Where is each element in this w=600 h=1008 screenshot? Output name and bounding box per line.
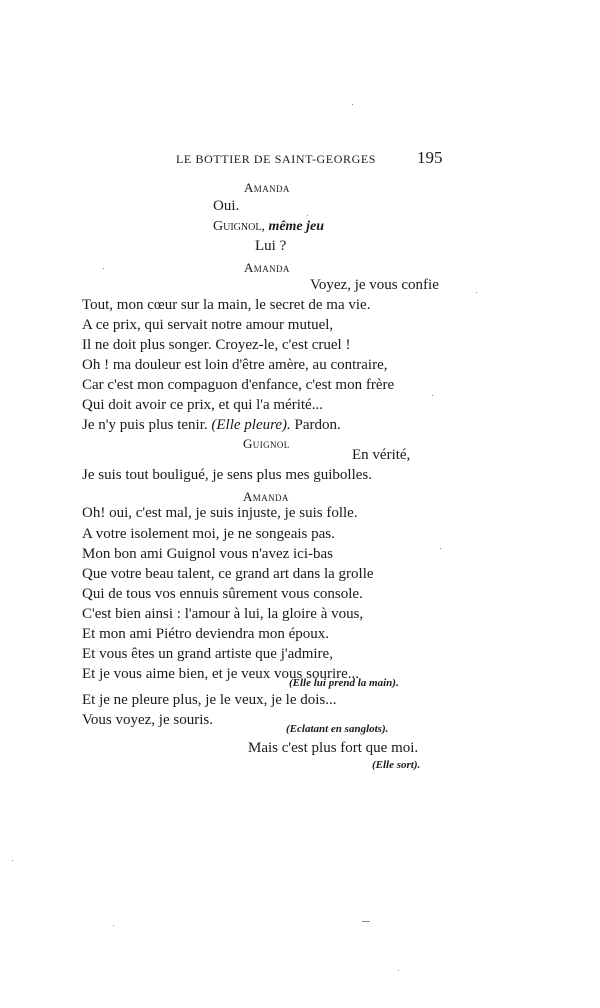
verse-text: Je n'y puis plus tenir.	[82, 417, 208, 433]
verse-line: Et mon ami Piétro deviendra mon époux.	[82, 626, 330, 642]
verse-line: Oui.	[213, 198, 240, 214]
verse-line: Lui ?	[255, 238, 287, 254]
page-number: 195	[417, 148, 443, 167]
verse-line: Oh! oui, c'est mal, je suis injuste, je suis folle.	[82, 505, 358, 521]
verse-line: En vérité,	[352, 447, 411, 463]
verse-line: Il ne doit plus songer. Croyez-le, c'est cruel !	[82, 337, 351, 353]
running-title: LE BOTTIER DE SAINT-GEORGES	[176, 152, 377, 166]
stage-direction: (Elle sort).	[372, 759, 421, 771]
verse-line: Voyez, je vous confie	[310, 277, 439, 293]
verse-line: Que votre beau talent, ce grand art dans la grolle	[82, 566, 374, 582]
verse-line: Je suis tout bouligué, je sens plus mes guibolles.	[82, 467, 372, 483]
stage-direction: (Elle lui prend la main).	[289, 677, 399, 689]
speaker-name: Guignol,	[213, 219, 265, 234]
stage-direction: même jeu	[268, 219, 325, 234]
stage-direction: (Elle pleure).	[211, 417, 291, 433]
speaker-guignol	[213, 219, 324, 235]
scan-speck	[307, 215, 308, 216]
verse-line: Mais c'est plus fort que moi.	[248, 740, 419, 756]
verse-line: Et vous êtes un grand artiste que j'admire,	[82, 646, 333, 662]
speaker-amanda: Amanda	[244, 260, 290, 275]
scan-speck	[432, 395, 433, 396]
verse-line: Et je vous aime bien, et je veux vous sourire...	[82, 666, 360, 682]
verse-line: A votre isolement moi, je ne songeais pas.	[82, 526, 335, 542]
stage-direction: (Eclatant en sanglots).	[286, 723, 389, 735]
verse-line	[82, 417, 341, 434]
verse-text: Pardon.	[294, 417, 341, 433]
scan-speck	[12, 860, 13, 861]
speaker-guignol: Guignol	[243, 436, 290, 451]
verse-line: Qui doit avoir ce prix, et qui l'a mérité...	[82, 397, 323, 413]
verse-line: Tout, mon cœur sur la main, le secret de ma vie.	[82, 297, 371, 313]
verse-line: Car c'est mon compaguon d'enfance, c'est mon frère	[82, 377, 395, 393]
scan-speck	[362, 921, 370, 922]
verse-line: Et je ne pleure plus, je le veux, je le dois...	[82, 692, 337, 708]
scan-speck	[103, 268, 104, 269]
verse-line: Mon bon ami Guignol vous n'avez ici-bas	[82, 546, 333, 562]
scan-speck	[398, 970, 399, 971]
speaker-amanda: Amanda	[243, 489, 289, 504]
verse-line: C'est bien ainsi : l'amour à lui, la gloire à vous,	[82, 606, 364, 622]
verse-line: Vous voyez, je souris.	[82, 712, 213, 728]
verse-line: Qui de tous vos ennuis sûrement vous console.	[82, 586, 363, 602]
verse-line: A ce prix, qui servait notre amour mutuel,	[82, 317, 334, 333]
scan-speck	[352, 104, 353, 105]
scan-speck	[440, 548, 441, 549]
speaker-amanda: Amanda	[244, 180, 290, 195]
verse-line: Oh ! ma douleur est loin d'être amère, au contraire,	[82, 357, 388, 373]
scan-speck	[113, 925, 114, 926]
scan-speck	[476, 292, 477, 293]
